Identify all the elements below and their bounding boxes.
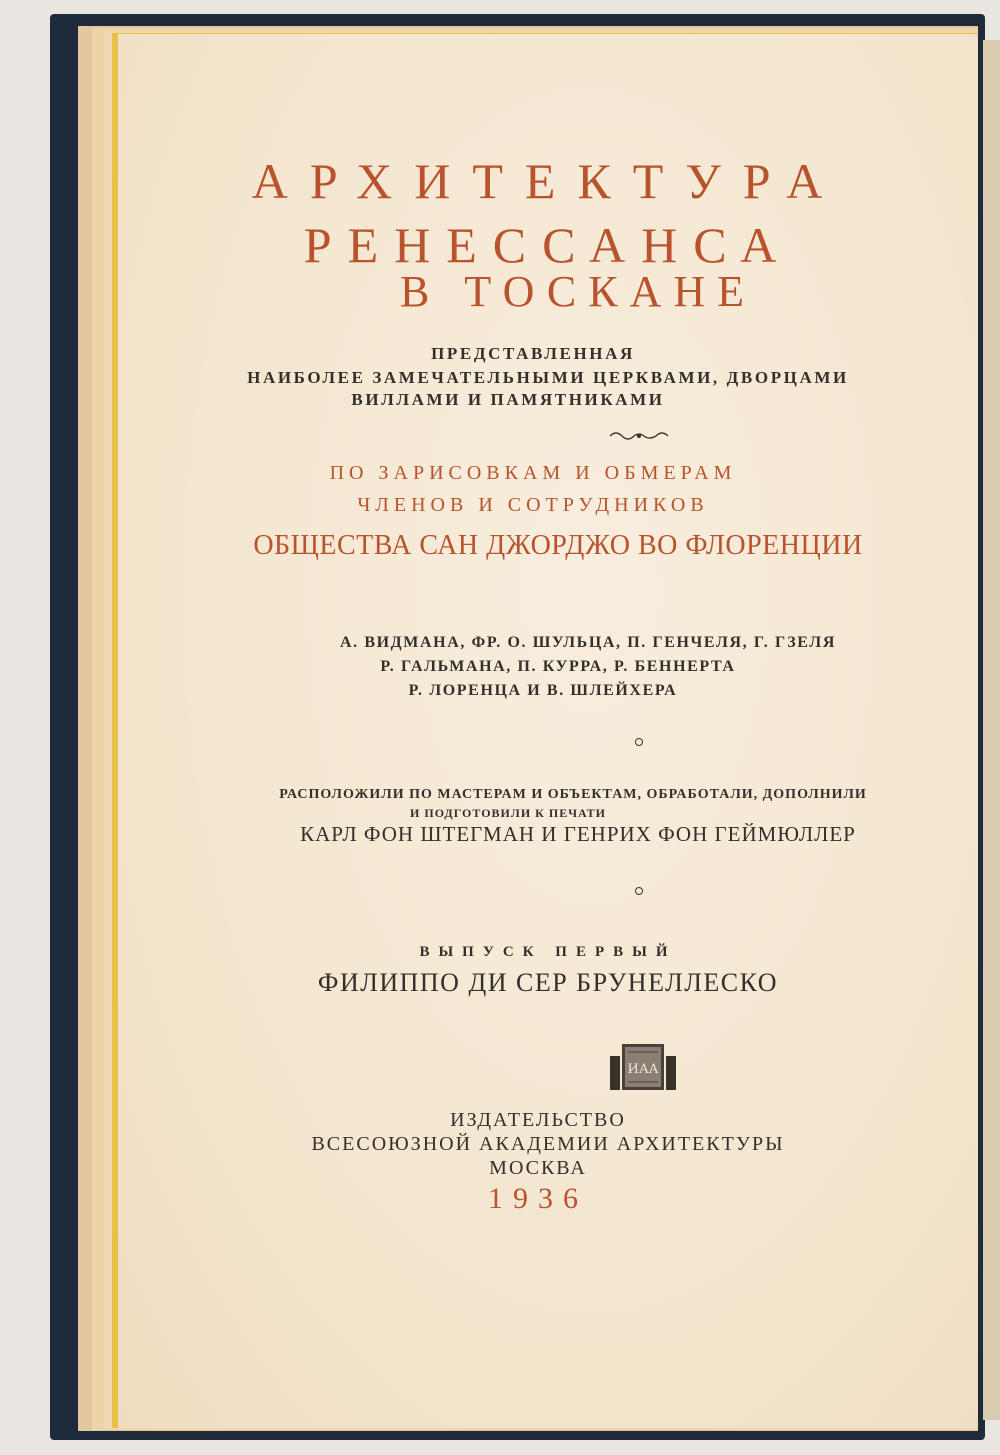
title-line-3: В ТОСКАНЕ	[399, 267, 757, 316]
publisher-name: ВСЕСОЮЗНОЙ АКАДЕМИИ АРХИТЕКТУРЫ	[311, 1133, 785, 1155]
circle-divider-icon	[635, 738, 643, 746]
editors: КАРЛ ФОН ШТЕГМАН И ГЕНРИХ ФОН ГЕЙМЮЛЛЕР	[300, 822, 856, 846]
publication-year: 1936	[488, 1182, 588, 1215]
artist-name: ФИЛИППО ДИ СЕР БРУНЕЛЛЕСКО	[317, 968, 779, 997]
title-line-2: РЕНЕССАНСА	[303, 217, 793, 273]
ornament-divider-icon	[608, 430, 670, 442]
subtitle-line-1: ПРЕДСТАВЛЕННАЯ	[431, 344, 635, 363]
next-page-edge	[983, 40, 1000, 1420]
logo-text: ИАА	[627, 1062, 659, 1077]
authors-line-1: А. ВИДМАНА, ФР. О. ШУЛЬЦА, П. ГЕНЧЕЛЯ, Г. ГЗЕЛЯ	[340, 634, 836, 651]
arranged-line-1: РАСПОЛОЖИЛИ ПО МАСТЕРАМ И ОБЪЕКТАМ, ОБРАБОТАЛИ, ДОПОЛНИЛИ	[279, 787, 867, 802]
arranged-line-2: И ПОДГОТОВИЛИ К ПЕЧАТИ	[410, 806, 606, 820]
subtitle-line-2: НАИБОЛЕЕ ЗАМЕЧАТЕЛЬНЫМИ ЦЕРКВАМИ, ДВОРЦАМИ	[247, 368, 849, 387]
publisher-city: МОСКВА	[489, 1157, 587, 1179]
source-line-1: ПО ЗАРИСОВКАМ И ОБМЕРАМ	[329, 462, 737, 484]
issue-label: ВЫПУСК ПЕРВЫЙ	[419, 944, 677, 960]
title-line-1: АРХИТЕКТУРА	[251, 153, 845, 209]
authors-line-3: Р. ЛОРЕНЦА И В. ШЛЕЙХЕРА	[408, 682, 678, 699]
subtitle-line-3: ВИЛЛАМИ И ПАМЯТНИКАМИ	[351, 390, 665, 409]
authors-line-2: Р. ГАЛЬМАНА, П. КУРРА, Р. БЕННЕРТА	[380, 658, 736, 675]
society-name: ОБЩЕСТВА САН ДЖОРДЖО ВО ФЛОРЕНЦИИ	[253, 530, 863, 561]
publisher-label: ИЗДАТЕЛЬСТВО	[450, 1109, 626, 1131]
publisher-logo-icon	[608, 1042, 678, 1092]
circle-divider-icon	[635, 887, 643, 895]
title-page	[118, 34, 978, 1428]
source-line-2: ЧЛЕНОВ И СОТРУДНИКОВ	[357, 494, 709, 516]
